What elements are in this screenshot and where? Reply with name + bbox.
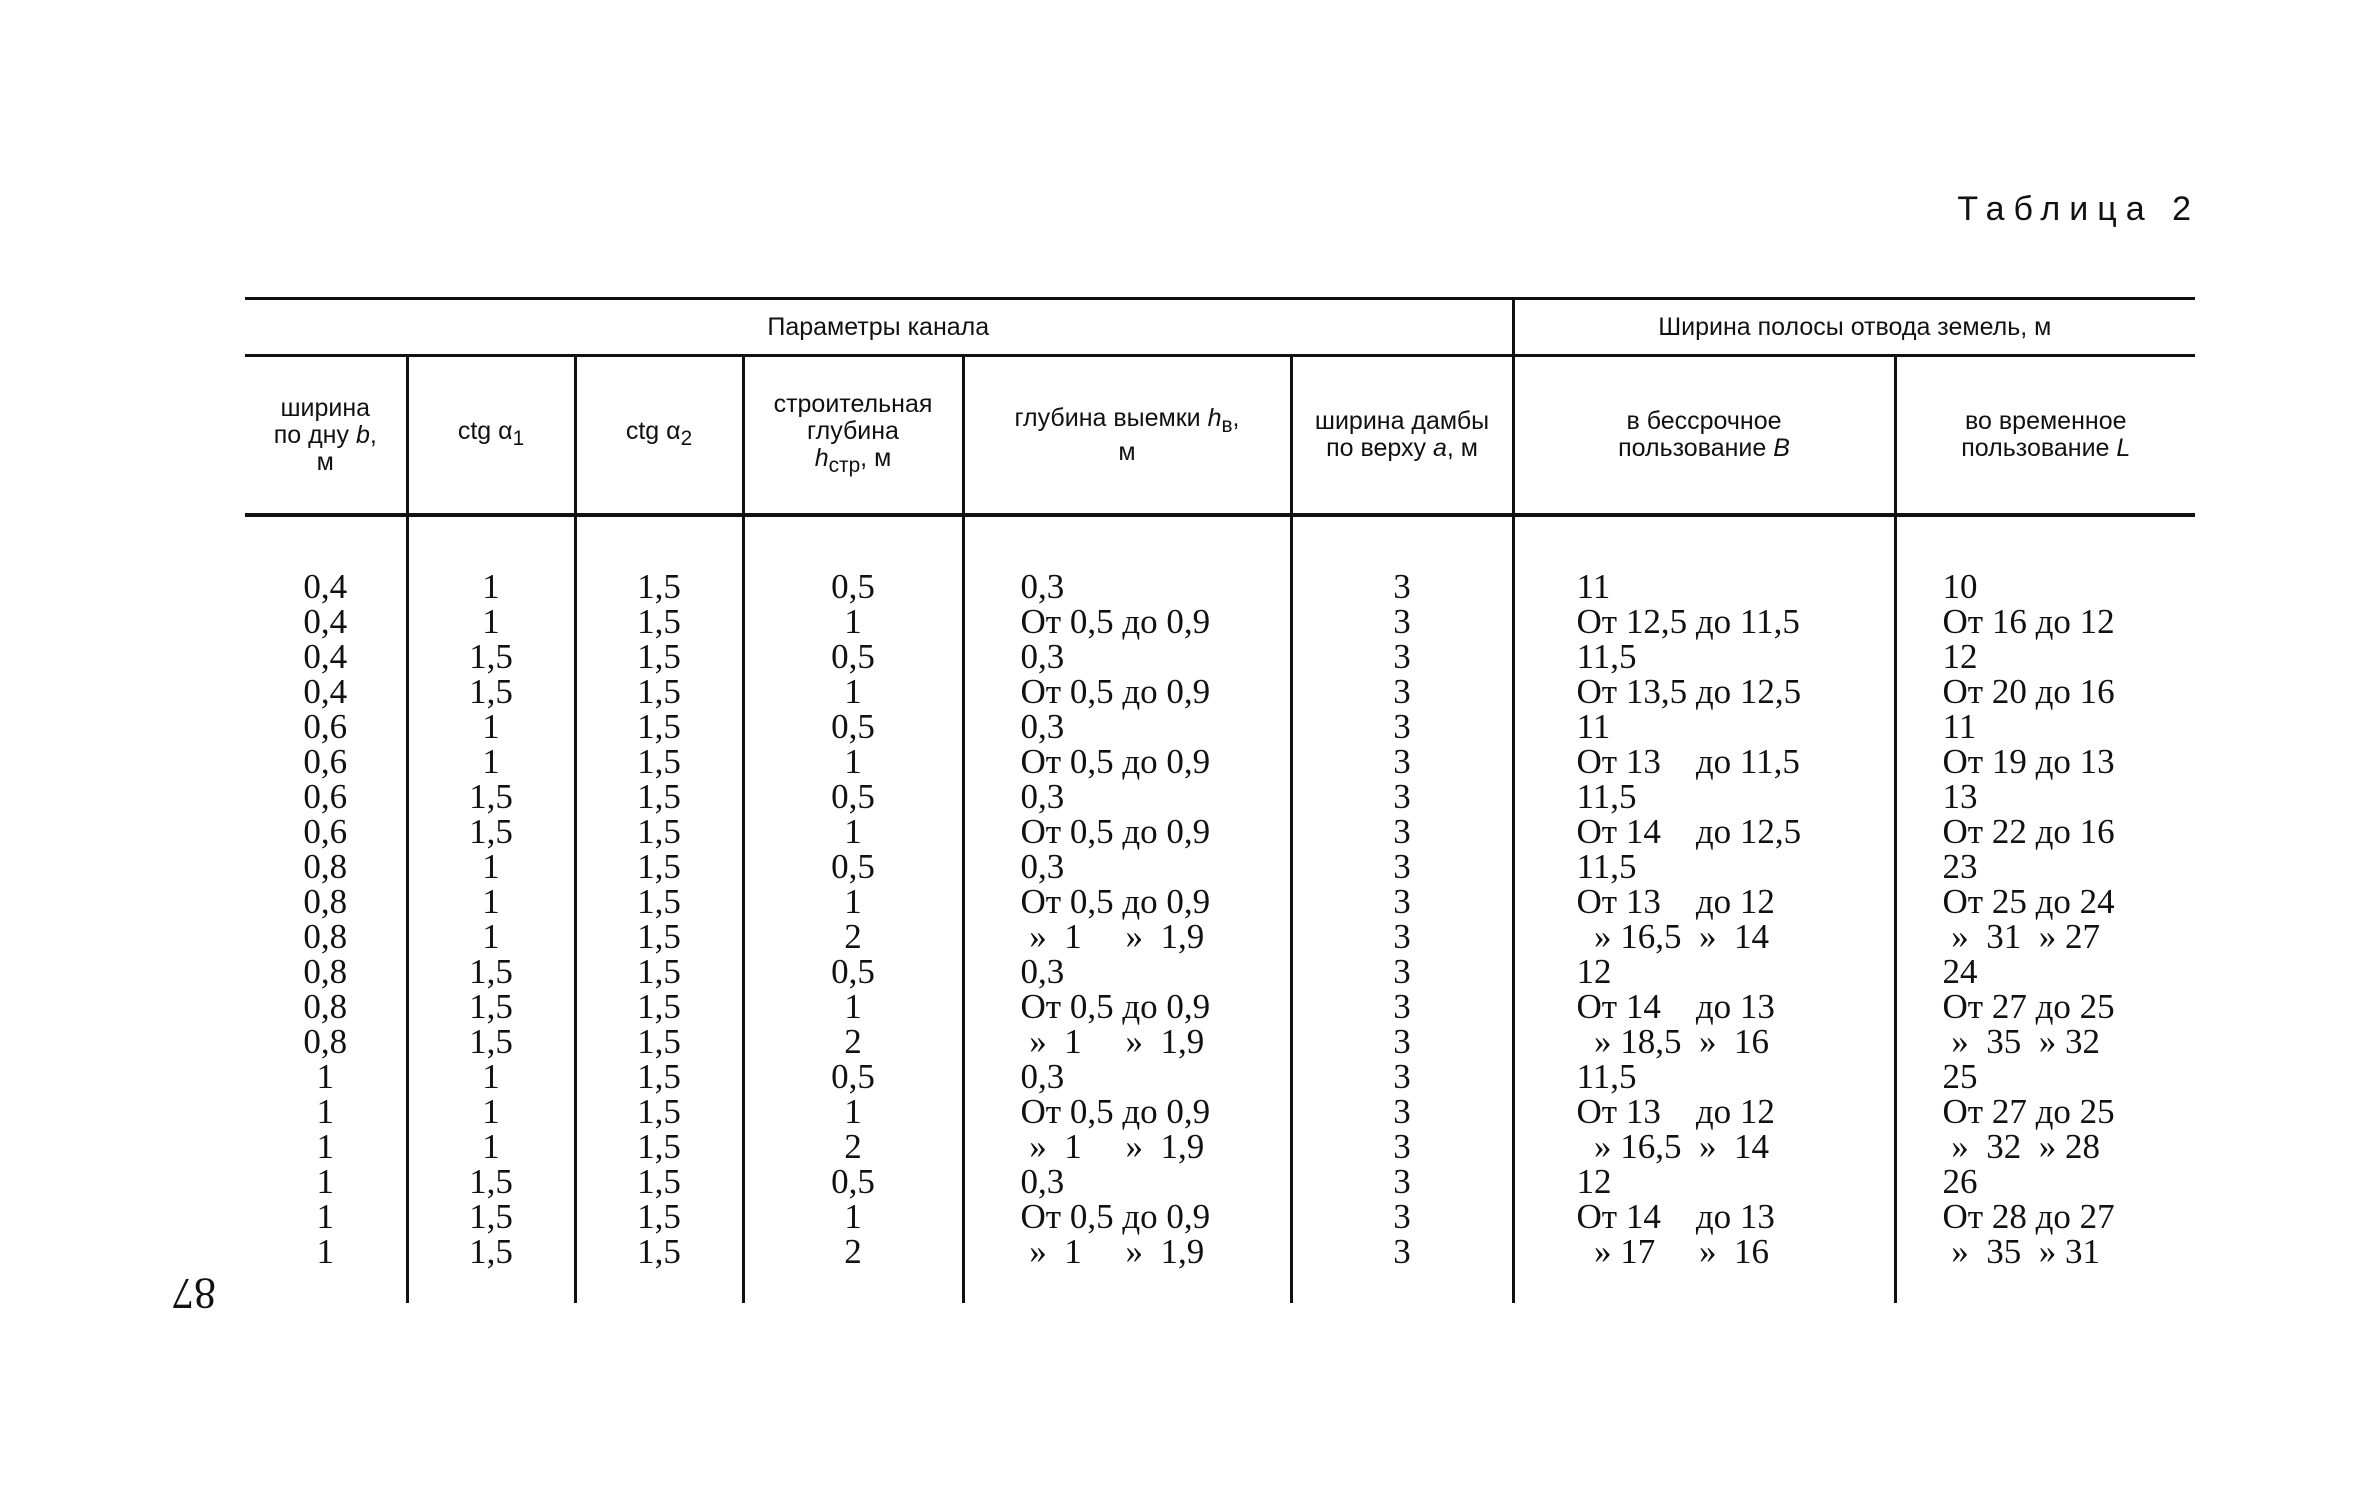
cell-construction-depth: 1 bbox=[743, 814, 963, 849]
cell-permanent-use: 12 bbox=[1513, 954, 1895, 989]
cell-ctg-alpha2: 1,5 bbox=[575, 1024, 743, 1059]
cell-dam-top-width: 3 bbox=[1291, 744, 1513, 779]
cell-ctg-alpha1: 1,5 bbox=[407, 1164, 575, 1199]
table-row bbox=[245, 1059, 2195, 1094]
table-row bbox=[245, 884, 2195, 919]
table-row bbox=[245, 674, 2195, 709]
cell-permanent-use: От 13 до 12 bbox=[1513, 884, 1895, 919]
table-row bbox=[245, 604, 2195, 639]
cell-bottom-width: 1 bbox=[316, 1127, 334, 1166]
cell-permanent-use: 11,5 bbox=[1513, 639, 1895, 674]
cell-ctg-alpha1: 1 bbox=[407, 884, 575, 919]
cell-temporary-use: 10 bbox=[1895, 569, 2195, 604]
cell-ctg-alpha2: 1,5 bbox=[575, 919, 743, 954]
cell-ctg-alpha2: 1,5 bbox=[575, 884, 743, 919]
cell-bottom-width: 0,4 bbox=[303, 602, 348, 641]
cell-ctg-alpha2: 1,5 bbox=[575, 709, 743, 744]
cell-dam-top-width: 3 bbox=[1291, 779, 1513, 814]
cell-temporary-use: » 35 » 31 bbox=[1895, 1234, 2195, 1269]
cell-construction-depth: 2 bbox=[743, 919, 963, 954]
cell-temporary-use: От 28 до 27 bbox=[1895, 1199, 2195, 1234]
cell-ctg-alpha2: 1,5 bbox=[575, 569, 743, 604]
cell-excavation-depth: » 1 » 1,9 bbox=[963, 1129, 1291, 1164]
cell-ctg-alpha2: 1,5 bbox=[575, 1059, 743, 1094]
cell-permanent-use: » 17 » 16 bbox=[1513, 1234, 1895, 1269]
cell-excavation-depth: 0,3 bbox=[963, 954, 1291, 989]
cell-construction-depth: 0,5 bbox=[743, 709, 963, 744]
cell-construction-depth: 0,5 bbox=[743, 569, 963, 604]
cell-bottom-width: 0,6 bbox=[303, 742, 348, 781]
cell-ctg-alpha2: 1,5 bbox=[575, 1199, 743, 1234]
cell-excavation-depth: 0,3 bbox=[963, 849, 1291, 884]
table-row bbox=[245, 709, 2195, 744]
cell-ctg-alpha1: 1 bbox=[407, 919, 575, 954]
cell-temporary-use: 13 bbox=[1895, 779, 2195, 814]
cell-ctg-alpha1: 1 bbox=[407, 744, 575, 779]
cell-ctg-alpha1: 1,5 bbox=[407, 1199, 575, 1234]
cell-ctg-alpha1: 1 bbox=[407, 1059, 575, 1094]
cell-temporary-use: » 35 » 32 bbox=[1895, 1024, 2195, 1059]
cell-excavation-depth: 0,3 bbox=[963, 1059, 1291, 1094]
table-spacer-top bbox=[245, 515, 2195, 569]
cell-ctg-alpha1: 1,5 bbox=[407, 989, 575, 1024]
table-row bbox=[245, 849, 2195, 884]
cell-dam-top-width: 3 bbox=[1291, 989, 1513, 1024]
cell-construction-depth: 1 bbox=[743, 1199, 963, 1234]
cell-ctg-alpha1: 1 bbox=[407, 1129, 575, 1164]
header-temporary-use: во временное пользование L bbox=[1895, 356, 2195, 516]
cell-ctg-alpha2: 1,5 bbox=[575, 1164, 743, 1199]
cell-excavation-depth: От 0,5 до 0,9 bbox=[963, 674, 1291, 709]
cell-temporary-use: 12 bbox=[1895, 639, 2195, 674]
table-row bbox=[245, 1199, 2195, 1234]
cell-construction-depth: 0,5 bbox=[743, 779, 963, 814]
header-construction-depth: строительная глубина $h_{стр}$, м bbox=[743, 356, 963, 516]
header-ctg-alpha1: ctg $\alpha_1$ bbox=[407, 356, 575, 516]
cell-bottom-width: 0,8 bbox=[303, 847, 348, 886]
cell-temporary-use: От 25 до 24 bbox=[1895, 884, 2195, 919]
cell-permanent-use: » 16,5 » 14 bbox=[1513, 1129, 1895, 1164]
cell-bottom-width: 1 bbox=[316, 1232, 334, 1271]
cell-bottom-width: 1 bbox=[316, 1057, 334, 1096]
cell-construction-depth: 1 bbox=[743, 604, 963, 639]
cell-temporary-use: 25 bbox=[1895, 1059, 2195, 1094]
cell-dam-top-width: 3 bbox=[1291, 1164, 1513, 1199]
cell-excavation-depth: От 0,5 до 0,9 bbox=[963, 1199, 1291, 1234]
table-row bbox=[245, 569, 2195, 604]
cell-excavation-depth: » 1 » 1,9 bbox=[963, 919, 1291, 954]
cell-ctg-alpha1: 1 bbox=[407, 604, 575, 639]
cell-permanent-use: » 18,5 » 16 bbox=[1513, 1024, 1895, 1059]
cell-excavation-depth: 0,3 bbox=[963, 1164, 1291, 1199]
table-row bbox=[245, 919, 2195, 954]
cell-ctg-alpha2: 1,5 bbox=[575, 604, 743, 639]
cell-dam-top-width: 3 bbox=[1291, 1094, 1513, 1129]
cell-excavation-depth: От 0,5 до 0,9 bbox=[963, 604, 1291, 639]
header-permanent-use: в бессрочное пользование B bbox=[1513, 356, 1895, 516]
cell-bottom-width: 0,6 bbox=[303, 812, 348, 851]
table-row bbox=[245, 744, 2195, 779]
table-row bbox=[245, 954, 2195, 989]
cell-bottom-width: 1 bbox=[316, 1197, 334, 1236]
cell-dam-top-width: 3 bbox=[1291, 639, 1513, 674]
cell-ctg-alpha1: 1,5 bbox=[407, 1234, 575, 1269]
cell-dam-top-width: 3 bbox=[1291, 884, 1513, 919]
cell-construction-depth: 0,5 bbox=[743, 1059, 963, 1094]
cell-bottom-width: 0,4 bbox=[303, 567, 348, 606]
cell-ctg-alpha1: 1,5 bbox=[407, 639, 575, 674]
cell-bottom-width: 1 bbox=[316, 1092, 334, 1131]
cell-excavation-depth: От 0,5 до 0,9 bbox=[963, 814, 1291, 849]
cell-temporary-use: От 20 до 16 bbox=[1895, 674, 2195, 709]
cell-temporary-use: От 27 до 25 bbox=[1895, 989, 2195, 1024]
cell-excavation-depth: 0,3 bbox=[963, 709, 1291, 744]
cell-temporary-use: От 22 до 16 bbox=[1895, 814, 2195, 849]
header-dam-top-width: ширина дамбы по верху a, м bbox=[1291, 356, 1513, 516]
cell-bottom-width: 0,6 bbox=[303, 707, 348, 746]
cell-excavation-depth: » 1 » 1,9 bbox=[963, 1024, 1291, 1059]
cell-temporary-use: » 32 » 28 bbox=[1895, 1129, 2195, 1164]
cell-ctg-alpha2: 1,5 bbox=[575, 954, 743, 989]
cell-permanent-use: 11,5 bbox=[1513, 1059, 1895, 1094]
cell-excavation-depth: От 0,5 до 0,9 bbox=[963, 989, 1291, 1024]
cell-temporary-use: 26 bbox=[1895, 1164, 2195, 1199]
header-ctg-alpha2: ctg $\alpha_2$ bbox=[575, 356, 743, 516]
header-group-channel-params: Параметры канала bbox=[245, 299, 1513, 356]
cell-excavation-depth: От 0,5 до 0,9 bbox=[963, 744, 1291, 779]
cell-permanent-use: От 14 до 13 bbox=[1513, 1199, 1895, 1234]
table-row bbox=[245, 1024, 2195, 1059]
cell-bottom-width: 0,4 bbox=[303, 637, 348, 676]
cell-permanent-use: 12 bbox=[1513, 1164, 1895, 1199]
cell-construction-depth: 0,5 bbox=[743, 954, 963, 989]
cell-dam-top-width: 3 bbox=[1291, 674, 1513, 709]
cell-ctg-alpha2: 1,5 bbox=[575, 1234, 743, 1269]
cell-excavation-depth: 0,3 bbox=[963, 779, 1291, 814]
cell-temporary-use: От 27 до 25 bbox=[1895, 1094, 2195, 1129]
cell-ctg-alpha2: 1,5 bbox=[575, 849, 743, 884]
header-group-row bbox=[245, 299, 2195, 356]
table-caption: Таблица 2 bbox=[1957, 190, 2200, 228]
cell-bottom-width: 0,8 bbox=[303, 1022, 348, 1061]
cell-permanent-use: » 16,5 » 14 bbox=[1513, 919, 1895, 954]
cell-ctg-alpha2: 1,5 bbox=[575, 779, 743, 814]
cell-dam-top-width: 3 bbox=[1291, 849, 1513, 884]
cell-bottom-width: 0,8 bbox=[303, 987, 348, 1026]
cell-ctg-alpha2: 1,5 bbox=[575, 744, 743, 779]
cell-bottom-width: 0,8 bbox=[303, 952, 348, 991]
cell-excavation-depth: От 0,5 до 0,9 bbox=[963, 884, 1291, 919]
cell-permanent-use: 11,5 bbox=[1513, 779, 1895, 814]
header-bottom-width: ширина по дну b, м bbox=[245, 356, 407, 516]
cell-permanent-use: От 14 до 13 bbox=[1513, 989, 1895, 1024]
cell-dam-top-width: 3 bbox=[1291, 919, 1513, 954]
cell-temporary-use: » 31 » 27 bbox=[1895, 919, 2195, 954]
header-excavation-depth: глубина выемки $h_в$, м bbox=[963, 356, 1291, 516]
cell-permanent-use: 11,5 bbox=[1513, 849, 1895, 884]
cell-bottom-width: 1 bbox=[316, 1162, 334, 1201]
cell-construction-depth: 1 bbox=[743, 744, 963, 779]
table-body bbox=[245, 515, 2195, 1303]
cell-construction-depth: 1 bbox=[743, 674, 963, 709]
cell-dam-top-width: 3 bbox=[1291, 709, 1513, 744]
cell-dam-top-width: 3 bbox=[1291, 1129, 1513, 1164]
cell-construction-depth: 1 bbox=[743, 1094, 963, 1129]
page-number: 87 bbox=[172, 1269, 216, 1318]
cell-excavation-depth: » 1 » 1,9 bbox=[963, 1234, 1291, 1269]
cell-construction-depth: 0,5 bbox=[743, 849, 963, 884]
cell-dam-top-width: 3 bbox=[1291, 1059, 1513, 1094]
table-row bbox=[245, 1234, 2195, 1269]
cell-bottom-width: 0,8 bbox=[303, 917, 348, 956]
table-row bbox=[245, 989, 2195, 1024]
cell-ctg-alpha2: 1,5 bbox=[575, 639, 743, 674]
cell-construction-depth: 2 bbox=[743, 1024, 963, 1059]
cell-temporary-use: 23 bbox=[1895, 849, 2195, 884]
cell-permanent-use: От 12,5 до 11,5 bbox=[1513, 604, 1895, 639]
cell-temporary-use: 11 bbox=[1895, 709, 2195, 744]
cell-ctg-alpha1: 1 bbox=[407, 709, 575, 744]
cell-construction-depth: 1 bbox=[743, 884, 963, 919]
header-group-land-width: Ширина полосы отвода земель, м bbox=[1513, 299, 2195, 356]
cell-ctg-alpha2: 1,5 bbox=[575, 989, 743, 1024]
cell-permanent-use: 11 bbox=[1513, 569, 1895, 604]
cell-bottom-width: 0,8 bbox=[303, 882, 348, 921]
cell-dam-top-width: 3 bbox=[1291, 569, 1513, 604]
cell-dam-top-width: 3 bbox=[1291, 1199, 1513, 1234]
cell-ctg-alpha1: 1 bbox=[407, 569, 575, 604]
cell-permanent-use: От 13,5 до 12,5 bbox=[1513, 674, 1895, 709]
cell-construction-depth: 2 bbox=[743, 1234, 963, 1269]
cell-bottom-width: 0,4 bbox=[303, 672, 348, 711]
cell-ctg-alpha1: 1,5 bbox=[407, 1024, 575, 1059]
cell-ctg-alpha1: 1 bbox=[407, 849, 575, 884]
table-row bbox=[245, 1094, 2195, 1129]
cell-ctg-alpha1: 1,5 bbox=[407, 674, 575, 709]
cell-ctg-alpha2: 1,5 bbox=[575, 1129, 743, 1164]
cell-ctg-alpha2: 1,5 bbox=[575, 674, 743, 709]
table-row bbox=[245, 1129, 2195, 1164]
table-row bbox=[245, 814, 2195, 849]
cell-ctg-alpha2: 1,5 bbox=[575, 1094, 743, 1129]
cell-construction-depth: 0,5 bbox=[743, 639, 963, 674]
cell-ctg-alpha2: 1,5 bbox=[575, 814, 743, 849]
cell-ctg-alpha1: 1,5 bbox=[407, 814, 575, 849]
cell-temporary-use: От 16 до 12 bbox=[1895, 604, 2195, 639]
cell-dam-top-width: 3 bbox=[1291, 954, 1513, 989]
cell-ctg-alpha1: 1,5 bbox=[407, 954, 575, 989]
cell-temporary-use: 24 bbox=[1895, 954, 2195, 989]
table-row bbox=[245, 1164, 2195, 1199]
cell-ctg-alpha1: 1 bbox=[407, 1094, 575, 1129]
table-spacer-bottom bbox=[245, 1269, 2195, 1303]
cell-permanent-use: 11 bbox=[1513, 709, 1895, 744]
cell-dam-top-width: 3 bbox=[1291, 814, 1513, 849]
cell-permanent-use: От 13 до 11,5 bbox=[1513, 744, 1895, 779]
cell-temporary-use: От 19 до 13 bbox=[1895, 744, 2195, 779]
header-column-row bbox=[245, 356, 2195, 516]
cell-excavation-depth: 0,3 bbox=[963, 569, 1291, 604]
cell-construction-depth: 1 bbox=[743, 989, 963, 1024]
cell-dam-top-width: 3 bbox=[1291, 1234, 1513, 1269]
cell-excavation-depth: От 0,5 до 0,9 bbox=[963, 1094, 1291, 1129]
cell-permanent-use: От 13 до 12 bbox=[1513, 1094, 1895, 1129]
cell-dam-top-width: 3 bbox=[1291, 1024, 1513, 1059]
cell-bottom-width: 0,6 bbox=[303, 777, 348, 816]
cell-dam-top-width: 3 bbox=[1291, 604, 1513, 639]
cell-ctg-alpha1: 1,5 bbox=[407, 779, 575, 814]
data-table bbox=[245, 297, 2195, 1303]
table-row bbox=[245, 779, 2195, 814]
cell-excavation-depth: 0,3 bbox=[963, 639, 1291, 674]
cell-permanent-use: От 14 до 12,5 bbox=[1513, 814, 1895, 849]
cell-construction-depth: 0,5 bbox=[743, 1164, 963, 1199]
table-header bbox=[245, 299, 2195, 516]
table-row bbox=[245, 639, 2195, 674]
cell-construction-depth: 2 bbox=[743, 1129, 963, 1164]
